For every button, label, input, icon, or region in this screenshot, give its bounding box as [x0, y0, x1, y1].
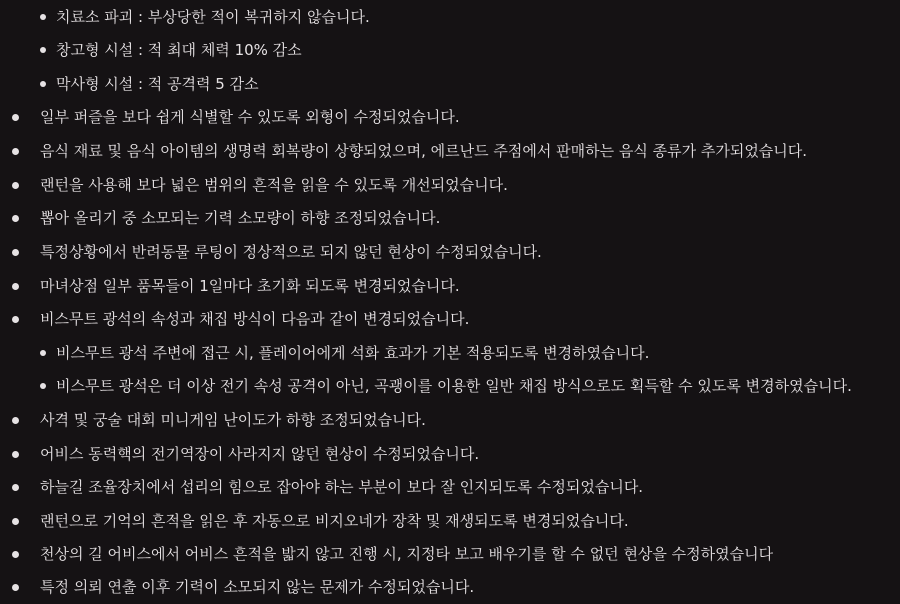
list-item-text: 치료소 파괴 : 부상당한 적이 복귀하지 않습니다.	[56, 8, 370, 26]
bullet-icon	[40, 47, 46, 53]
list-item-text: 천상의 길 어비스에서 어비스 흔적을 밟지 않고 진행 시, 지정타 보고 배우기를 할 수 없던 현상을 수정하였습니다	[40, 545, 774, 563]
list-item	[56, 369, 852, 403]
list-item	[56, 67, 259, 101]
list-item-text: 사격 및 궁술 대회 미니게임 난이도가 하향 조정되었습니다.	[40, 411, 426, 429]
list-item	[40, 100, 460, 134]
bullet-icon	[12, 518, 19, 525]
list-item	[40, 504, 629, 538]
list-item-text: 하늘길 조율장치에서 섭리의 힘으로 잡아야 하는 부분이 보다 잘 인지되도록 수정되었습니다.	[40, 478, 644, 496]
list-item-text: 어비스 동력핵의 전기역장이 사라지지 않던 현상이 수정되었습니다.	[40, 445, 480, 463]
bullet-icon	[12, 249, 19, 256]
list-item	[40, 403, 426, 437]
bullet-icon	[12, 551, 19, 558]
bullet-icon	[12, 114, 19, 121]
bullet-icon	[12, 484, 19, 491]
bullet-icon	[12, 283, 19, 290]
list-item-text: 랜턴을 사용해 보다 넓은 범위의 흔적을 읽을 수 있도록 개선되었습니다.	[40, 176, 508, 194]
list-item-text: 뽑아 올리기 중 소모되는 기력 소모량이 하향 조정되었습니다.	[40, 209, 441, 227]
list-item	[40, 269, 460, 303]
list-item	[40, 470, 643, 504]
bullet-icon	[12, 316, 19, 323]
list-item-text: 랜턴으로 기억의 흔적을 읽은 후 자동으로 비지오네가 장착 및 재생되도록 변경되었습니다.	[40, 512, 629, 530]
list-item	[56, 0, 370, 34]
list-item	[40, 201, 440, 235]
list-item-text: 특정 의뢰 연출 이후 기력이 소모되지 않는 문제가 수정되었습니다.	[40, 578, 475, 596]
list-item	[40, 168, 508, 202]
list-item-text: 비스무트 광석의 속성과 채집 방식이 다음과 같이 변경되었습니다.	[40, 310, 470, 328]
list-item	[40, 302, 469, 336]
list-item	[40, 134, 807, 168]
bullet-icon	[40, 350, 46, 356]
list-item	[40, 570, 474, 604]
list-item-text: 비스무트 광석은 더 이상 전기 속성 공격이 아닌, 곡괭이를 이용한 일반 채집 방식으로도 획득할 수 있도록 변경하였습니다.	[56, 377, 852, 395]
bullet-icon	[12, 417, 19, 424]
bullet-icon	[12, 215, 19, 222]
list-item-text: 비스무트 광석 주변에 접근 시, 플레이어에게 석화 효과가 기본 적용되도록 변경하였습니다.	[56, 344, 650, 362]
bullet-icon	[40, 14, 46, 20]
list-item	[56, 33, 302, 67]
list-item-text: 막사형 시설 : 적 공격력 5 감소	[56, 75, 259, 93]
bullet-icon	[12, 182, 19, 189]
list-item	[56, 336, 649, 370]
list-item-text: 마녀상점 일부 품목들이 1일마다 초기화 되도록 변경되었습니다.	[40, 277, 460, 295]
bullet-icon	[40, 383, 46, 389]
bullet-icon	[12, 451, 19, 458]
bullet-icon	[12, 584, 19, 591]
bullet-icon	[12, 148, 19, 155]
list-item	[40, 537, 773, 571]
list-item	[40, 235, 542, 269]
bullet-icon	[40, 81, 46, 87]
list-item-text: 창고형 시설 : 적 최대 체력 10% 감소	[56, 41, 302, 59]
list-item-text: 음식 재료 및 음식 아이템의 생명력 회복량이 상향되었으며, 에르난드 주점에서 판매하는 음식 종류가 추가되었습니다.	[40, 142, 808, 160]
list-item	[40, 437, 479, 471]
list-item-text: 일부 퍼즐을 보다 쉽게 식별할 수 있도록 외형이 수정되었습니다.	[40, 108, 460, 126]
list-item-text: 특정상황에서 반려동물 루팅이 정상적으로 되지 않던 현상이 수정되었습니다.	[40, 243, 542, 261]
